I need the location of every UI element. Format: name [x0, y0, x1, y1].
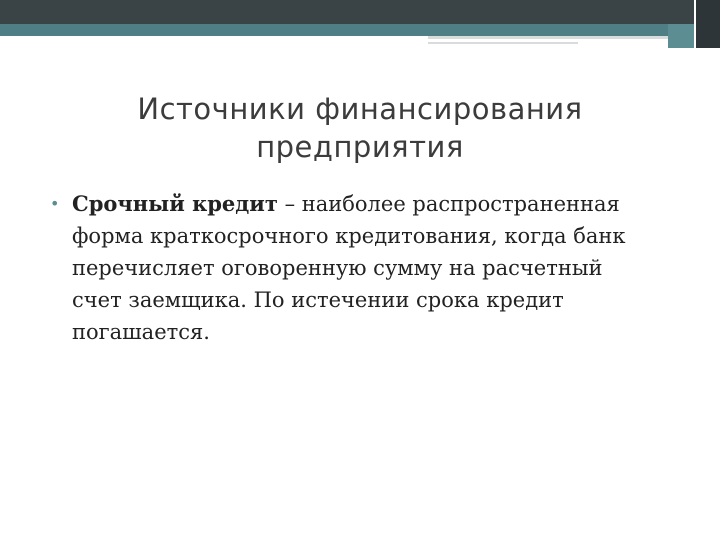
slide-title [86, 90, 634, 166]
header-accent-line-short [428, 42, 578, 44]
bullet-marker: • [50, 194, 60, 213]
bullet-definition: наиболее распространенная форма краткосрочного кредитования, когда банк перечисляет оговоренную сумму на расчетный счет заемщика. По истечении срока кредит погашается. [72, 192, 626, 344]
header-band-teal [0, 24, 720, 36]
slide-title-line-1: Источники финансирования [137, 92, 583, 126]
corner-block-teal [668, 24, 696, 48]
header-accent-line [428, 36, 668, 39]
slide-title-line-2: предприятия [256, 130, 464, 164]
bullet-term: Срочный кредит [72, 191, 278, 216]
header-band-dark [0, 0, 720, 24]
bullet-text [72, 188, 632, 348]
corner-block-dark [696, 0, 720, 48]
bullet-dash: – [277, 192, 302, 216]
